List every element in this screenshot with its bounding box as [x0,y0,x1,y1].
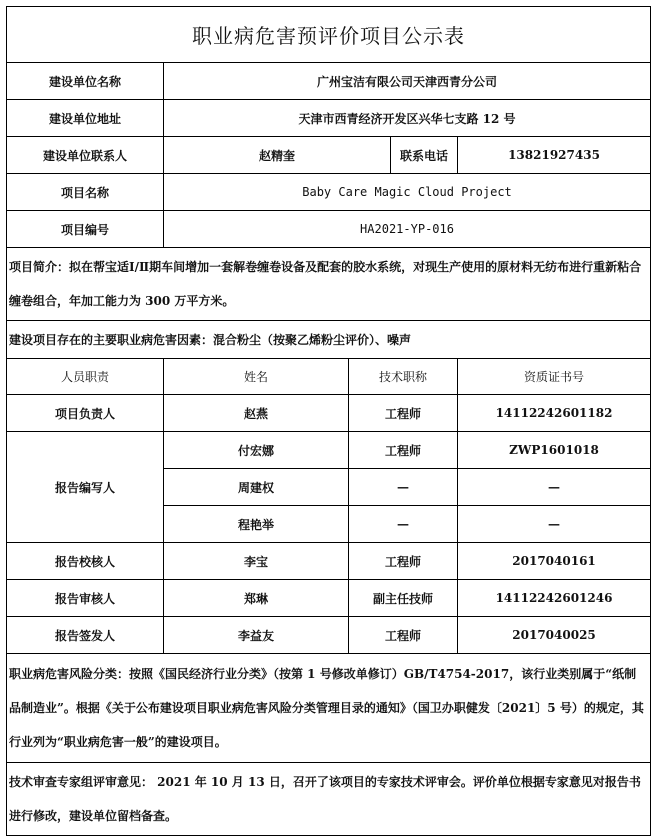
issuer-cert: 2017040025 [458,617,651,654]
header-name: 姓名 [164,359,349,395]
writer1-title: 工程师 [349,432,458,469]
phone-label: 联系电话 [391,137,458,174]
expert-opinion: 技术审查专家组评审意见： 2021 年 10 月 13 日，召开了该项目的专家技术评审会。评价单位根据专家意见对报告书进行修改，建设单位留档备查。 [7,763,651,836]
header-cert: 资质证书号 [458,359,651,395]
proofreader-name: 李宝 [164,543,349,580]
proofreader-role: 报告校核人 [7,543,164,580]
writer3-name: 程艳举 [164,506,349,543]
issuer-name: 李益友 [164,617,349,654]
leader-name: 赵燕 [164,395,349,432]
project-code-label: 项目编号 [7,211,164,248]
project-name-value: Baby Care Magic Cloud Project [164,174,651,211]
reviewer-role: 报告审核人 [7,580,164,617]
writer2-title: — [349,469,458,506]
header-role: 人员职责 [7,359,164,395]
table-row [7,395,651,432]
header-title: 技术职称 [349,359,458,395]
table-row [7,432,651,469]
table-row [7,543,651,580]
table-row [7,580,651,617]
unit-address-label: 建设单位地址 [7,100,164,137]
risk-classification: 职业病危害风险分类：按照《国民经济行业分类》（按第 1 号修改单修订）GB/T4754-2017，该行业类别属于“纸制品制造业”。根据《关于公布建设项目职业病危害风险分类管理目录的通知》（国卫办职健发〔2021〕5 号）的规定，其行业列为“职业病危害一般”的建设项目。 [7,654,651,763]
writer2-cert: — [458,469,651,506]
reviewer-title: 副主任技师 [349,580,458,617]
leader-title: 工程师 [349,395,458,432]
reviewer-cert: 14112242601246 [458,580,651,617]
proofreader-cert: 2017040161 [458,543,651,580]
contact-label: 建设单位联系人 [7,137,164,174]
writer3-cert: — [458,506,651,543]
writer1-cert: ZWP1601018 [458,432,651,469]
writer2-name: 周建权 [164,469,349,506]
issuer-role: 报告签发人 [7,617,164,654]
disclosure-table [6,6,651,836]
phone-value: 13821927435 [458,137,651,174]
unit-address-value: 天津市西青经济开发区兴华七支路 12 号 [164,100,651,137]
unit-name-label: 建设单位名称 [7,63,164,100]
project-name-label: 项目名称 [7,174,164,211]
page-title: 职业病危害预评价项目公示表 [7,7,651,63]
unit-name-value: 广州宝洁有限公司天津西青分公司 [164,63,651,100]
leader-cert: 14112242601182 [458,395,651,432]
leader-role: 项目负责人 [7,395,164,432]
proofreader-title: 工程师 [349,543,458,580]
project-code-value: HA2021-YP-016 [164,211,651,248]
writer3-title: — [349,506,458,543]
reviewer-name: 郑琳 [164,580,349,617]
writers-role: 报告编写人 [7,432,164,543]
issuer-title: 工程师 [349,617,458,654]
project-intro: 项目简介：拟在帮宝适Ⅰ/Ⅱ期车间增加一套解卷缠卷设备及配套的胶水系统，对现生产使用的原材料无纺布进行重新粘合缠卷组合，年加工能力为 300 万平方米。 [7,248,651,321]
writer1-name: 付宏娜 [164,432,349,469]
contact-name-value: 赵精奎 [164,137,391,174]
hazard-factors: 建设项目存在的主要职业病危害因素：混合粉尘（按聚乙烯粉尘评价）、噪声 [7,321,651,359]
table-row [7,617,651,654]
